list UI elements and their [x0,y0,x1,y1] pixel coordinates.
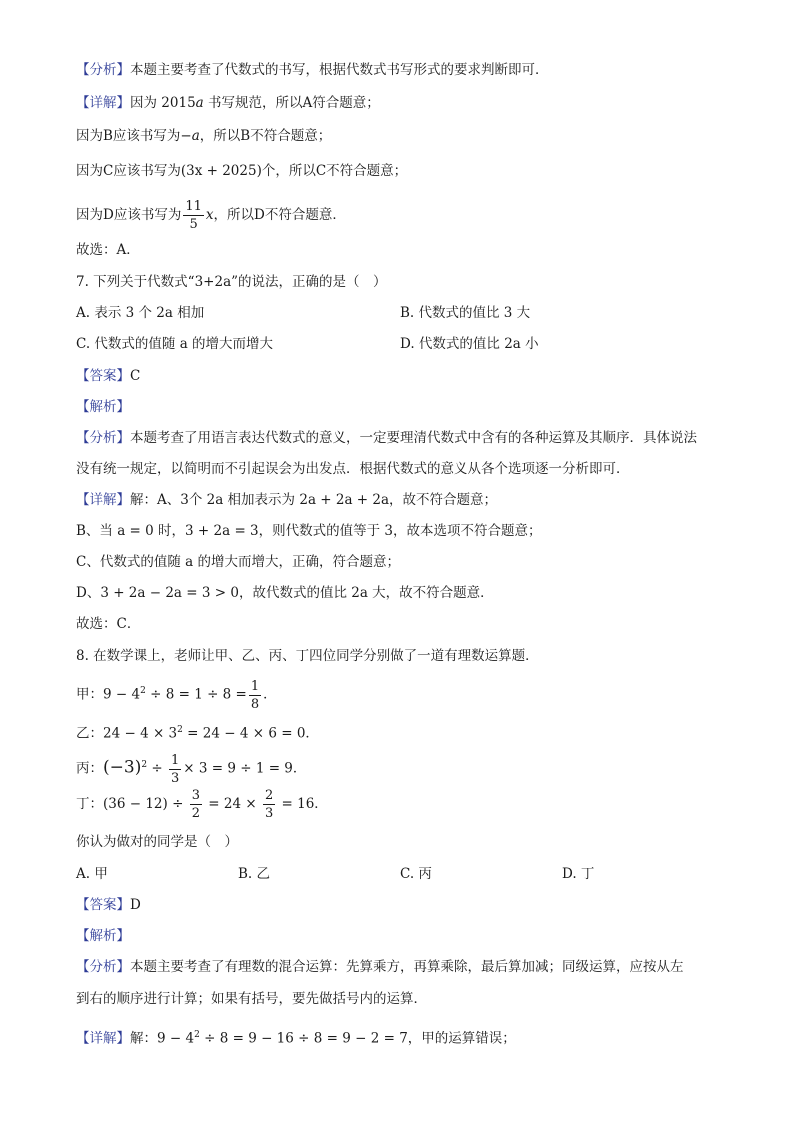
line-c-math: (3x + 2025) [180,163,262,179]
jia-fraction: $\frac{1}{8}$ [250,678,260,712]
detail-tag: 【详解】 [76,1030,130,1047]
line-b-pre: 因为B应该书写为 [76,128,181,144]
q8-bing [76,745,306,789]
q7-detail-c: C、代数式的值随 a 的增大而增大，正确，符合题意； [76,554,400,570]
line-d-var: x [205,207,214,223]
bing-base: (−3) [103,757,142,778]
q7-stem: 7. 下列关于代数式“3+2a”的说法，正确的是（ ） [76,274,387,290]
bing-label: 丙： [76,760,103,777]
q8-question: 你认为做对的同学是（ ） [76,834,238,850]
q8-stem: 8. 在数学课上，老师让甲、乙、丙、丁四位同学分别做了一道有理数运算题． [76,648,539,664]
yi-label: 乙： [76,725,103,742]
q6-detail [76,93,380,113]
q7-jiexi: 【解析】 [76,399,130,415]
detail-tag: 【详解】 [76,95,130,111]
line-b-post: ，所以B不符合题意； [199,128,332,144]
ding-mid: = 24 × [203,796,261,812]
analysis-text: 本题主要考查了代数式的书写，根据代数式书写形式的要求判断即可． [130,62,549,78]
q6-line-d [76,196,346,234]
line-c-pre: 因为C应该书写为 [76,163,181,179]
q7-option-c: C. 代数式的值随 a 的增大而增大 [76,336,274,352]
analysis-tag: 【分析】 [76,430,130,446]
q7-detail-d: D、3 + 2a − 2a = 3 > 0，故代数式的值比 2a 大，故不符合题意． [76,585,494,601]
line-d-post: ，所以D不符合题意． [213,207,346,223]
detail-expr: 9 − 4 [157,1030,195,1047]
q8-option-b: B. 乙 [238,866,271,882]
q8-option-a: A. 甲 [76,866,108,882]
bing-rest: × 3 = 9 ÷ 1 = 9． [183,760,307,777]
q8-detail [76,1025,516,1049]
detail-tag: 【详解】 [76,492,130,508]
yi-exp: 2 [177,725,183,735]
answer-value: C [130,368,141,384]
q7-detail-a [76,490,497,510]
answer-tag: 【答案】 [76,368,130,384]
q7-analysis-1 [76,428,697,448]
q7-option-b: B. 代数式的值比 3 大 [400,305,531,321]
detail-a-text: 解：A、3个 2a 相加表示为 2a + 2a + 2a，故不符合题意； [130,492,498,508]
line-d-fraction: $\frac{11}{5}$ [185,199,202,232]
q7-answer [76,366,140,386]
q6-line-b [76,126,331,146]
ding-fraction-2: $\frac{2}{3}$ [264,788,274,821]
answer-value: D [130,897,141,913]
ding-expr: (36 − 12) ÷ [103,796,188,812]
ding-rest: = 16． [277,796,328,812]
q8-option-d: D. 丁 [562,866,595,882]
jia-exp: 2 [140,686,146,696]
q8-jiexi: 【解析】 [76,928,130,944]
q8-yi [76,720,319,744]
jia-rest: ÷ 8 = 1 ÷ 8 = [145,686,247,703]
detail-rest: ÷ 8 = 9 − 16 ÷ 8 = 9 − 2 = 7 [199,1030,408,1047]
q7-option-d: D. 代数式的值比 2a 小 [400,336,539,352]
q8-answer [76,895,141,915]
q6-line-c [76,161,407,181]
line-c-post: 个，所以C不符合题意； [261,163,408,179]
analysis-tag: 【分析】 [76,62,130,78]
q8-ding [76,784,328,824]
jia-expr: 9 − 4 [103,686,141,703]
detail-pre: 解： [130,1030,157,1047]
analysis-text: 本题考查了用语言表达代数式的意义，一定要理清代数式中含有的各种运算及其顺序．具体说法 [130,430,697,446]
q7-choice: 故选：C． [76,616,141,632]
ding-fraction-1: $\frac{3}{2}$ [191,788,200,821]
detail-var: a [195,95,204,111]
q7-option-a: A. 表示 3 个 2a 相加 [76,305,205,321]
analysis-tag: 【分析】 [76,959,130,975]
answer-tag: 【答案】 [76,897,130,913]
detail-exp: 2 [194,1030,200,1040]
yi-expr: 24 − 4 × 3 [103,725,178,742]
q7-analysis-2: 没有统一规定，以简明而不引起误会为出发点．根据代数式的意义从各个选项逐一分析即可． [76,461,630,477]
bing-fraction: $\frac{1}{3}$ [170,752,180,786]
q8-analysis-1 [76,957,684,977]
detail-post: ，甲的运算错误； [407,1030,516,1047]
q8-analysis-2: 到右的顺序进行计算；如果有括号，要先做括号内的运算． [76,991,427,1007]
bing-div: ÷ [147,760,167,777]
q6-analysis [76,60,549,80]
q6-choice: 故选：A． [76,242,140,258]
detail-pre: 因为 [130,95,157,111]
q8-jia: 甲：$9 - 4^2 \div 8 = 1 \div 8$ = $\frac{1}{8}$ ． [76,678,277,712]
analysis-text: 本题主要考查了有理数的混合运算：先算乘方，再算乘除，最后算加减；同级运算，应按从左 [130,959,684,975]
line-b-math: −a [180,128,200,144]
q8-option-c: C. 丙 [400,866,432,882]
yi-rest: = 24 − 4 × 6 = 0． [182,725,319,742]
detail-post: 书写规范，所以A符合题意； [208,95,380,111]
jia-label: 甲： [76,686,103,703]
detail-num: 2015 [161,95,196,111]
line-d-pre: 因为D应该书写为 [76,207,182,223]
q7-detail-b: B、当 a = 0 时，3 + 2a = 3，则代数式的值等于 3，故本选项不符合题意； [76,523,542,539]
bing-exp: 2 [141,760,148,770]
ding-label: 丁： [76,796,103,812]
